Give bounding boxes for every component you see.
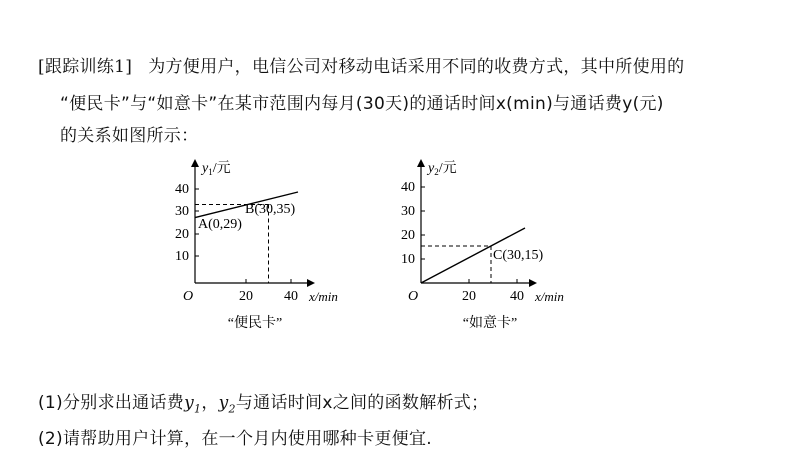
problem-line-1 <box>38 52 685 77</box>
question-1-var-y2 <box>218 393 236 416</box>
question-1-y1: y <box>184 393 194 413</box>
question-1-text-b: ， <box>201 393 219 413</box>
question-1-text-c: 与通话时间x之间的函数解析式； <box>235 393 489 413</box>
y-axis-var: y <box>202 161 209 176</box>
y-tick-label-30: 30 <box>401 204 415 219</box>
y-tick-label-40: 40 <box>401 180 415 195</box>
x-axis-arrow <box>529 279 537 287</box>
y-tick-label-40: 40 <box>175 182 189 197</box>
point-label-b: B(30,35) <box>245 202 296 217</box>
y-axis-label <box>426 160 457 177</box>
question-1-y2-sub: 2 <box>228 402 236 416</box>
x-tick-label-40: 40 <box>284 289 298 304</box>
problem-text-1: 为方便用户，电信公司对移动电话采用不同的收费方式，其中所使用的 <box>148 57 685 77</box>
question-1-y1-sub: 1 <box>194 402 202 416</box>
chart-ruyi-svg <box>395 155 585 335</box>
question-1-y2: y <box>218 393 229 413</box>
chart-bianmin-svg <box>165 155 338 335</box>
problem-line-2: “便民卡”与“如意卡”在某市范围内每月(30天)的通话时间x(min)与通话费y(元) <box>60 94 664 114</box>
y-tick-label-10: 10 <box>401 252 415 267</box>
chart-ruyi <box>395 155 585 339</box>
question-2: (2)请帮助用户计算，在一个月内使用哪种卡更便宜. <box>38 429 432 449</box>
x-tick-label-20: 20 <box>239 289 253 304</box>
y-axis-unit: /元 <box>438 161 457 176</box>
problem-tag: [跟踪训练1] <box>38 57 133 77</box>
chart-bianmin <box>165 155 338 339</box>
chart-caption: “如意卡” <box>462 316 518 331</box>
y-tick-label-20: 20 <box>401 228 415 243</box>
x-tick-label-40: 40 <box>510 289 524 304</box>
origin-label: O <box>408 289 419 304</box>
x-axis-arrow <box>307 279 315 287</box>
point-label-a: A(0,29) <box>198 217 242 232</box>
y-axis-arrow <box>191 159 199 167</box>
problem-line-3: 的关系如图所示： <box>60 126 199 146</box>
y-axis-label <box>200 160 231 177</box>
y-axis-sub: 1 <box>208 167 213 177</box>
chart-caption: “便民卡” <box>227 316 283 331</box>
y-axis-unit: /元 <box>212 161 231 176</box>
point-label-c: C(30,15) <box>493 248 544 263</box>
origin-label: O <box>183 289 194 304</box>
y-axis-sub: 2 <box>434 167 439 177</box>
x-axis-label: x/min <box>309 289 338 304</box>
question-1-text-a: (1)分别求出通话费 <box>38 393 185 413</box>
y-axis-arrow <box>417 159 425 167</box>
x-tick-label-20: 20 <box>462 289 476 304</box>
x-axis-label: x/min <box>535 289 564 304</box>
question-1 <box>38 388 488 415</box>
y-tick-label-20: 20 <box>175 227 189 242</box>
y-axis-var: y <box>428 161 435 176</box>
y-tick-label-30: 30 <box>175 204 189 219</box>
question-1-var-y1 <box>184 393 202 416</box>
y-tick-marks <box>421 187 517 283</box>
y-tick-label-10: 10 <box>175 249 189 264</box>
